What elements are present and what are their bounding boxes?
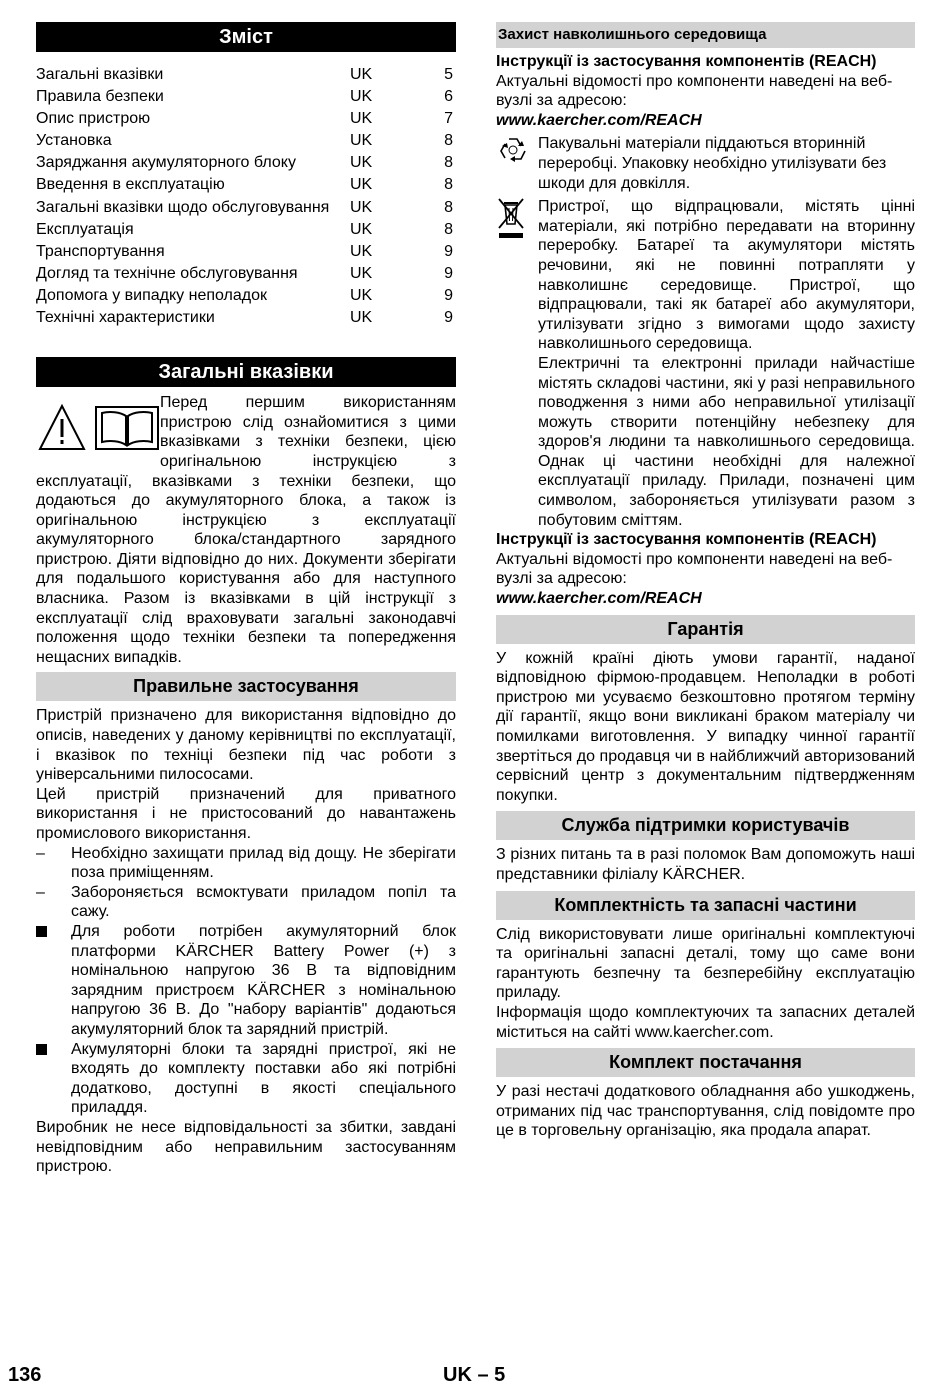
toc-item-lang: UK	[350, 198, 373, 216]
proper-use-heading: Правильне застосування	[36, 672, 456, 701]
accessories-heading: Комплектність та запасні частини	[496, 891, 915, 920]
warning-read-manual-icon	[38, 403, 160, 453]
toc-item-page: 8	[444, 220, 453, 238]
disposal-text-1: Пристрої, що відпрацювали, містять цінні матеріали, які потрібно передавати на вторинну переробку. Батареї та акумулятори містять речовини, які не повинні потрапляти у навколишнє середовище. Пристрої, що відпрацювали, такі як батареї або акумулятори, утилізувати згідно з вимогами щодо захисту навколишнього середовища.	[538, 198, 915, 353]
toc-item-page: 9	[444, 286, 453, 304]
toc-item-lang: UK	[350, 264, 373, 282]
warranty-text: У кожній країні діють умови гарантії, наданої відповідною фірмою-продавцем. Неполадки в роботі пристрою ми усуваємо безкоштовно протягом терміну дії гарантії, якщо вони викликані браком матеріалу чи помилками виготовлення. У випадку чинної гарантії звертіться до продавця чи в найближчий авторизований сервісний центр з документальним підтвердженням покупки.	[496, 649, 915, 804]
toc-item-page: 8	[444, 176, 453, 194]
toc-item-lang: UK	[350, 286, 373, 304]
proper-use-p3: Виробник не несе відповідальності за збитки, завдані невідповідним або неправильним застосуванням пристрою.	[36, 1118, 456, 1176]
toc-item-title: Установка	[36, 132, 112, 150]
environment-section	[496, 52, 915, 609]
support-heading: Служба підтримки користувачів	[496, 811, 915, 840]
proper-use-p1: Пристрій призначено для використання відповідно до описів, наведених у даному керівництві по експлуатації, і вказівок по техніці безпеки під час роботи з універсальними пилососами.	[36, 707, 456, 784]
list-item: Акумуляторні блоки та зарядні пристрої, які не входять до комплекту поставки або які потрібні додатково, доступні в якості спеціального приладдя.	[36, 1040, 456, 1118]
toc-item	[36, 285, 456, 307]
toc-heading: Зміст	[36, 22, 456, 52]
toc-item-lang: UK	[350, 154, 373, 172]
reach2-url: www.kaercher.com/REACH	[496, 590, 702, 608]
toc-item	[36, 130, 456, 152]
toc-item-title: Допомога у випадку неполадок	[36, 286, 268, 304]
recycle-note	[496, 134, 915, 193]
toc-item-page: 8	[444, 198, 453, 216]
toc-item	[36, 197, 456, 219]
toc-item-lang: UK	[350, 88, 373, 106]
toc-item-title: Заряджання акумуляторного блоку	[36, 154, 296, 172]
toc-item	[36, 263, 456, 285]
right-column	[496, 22, 915, 1141]
recycle-text: Пакувальні матеріали піддаються вторинній переробці. Упаковку необхідно утилізувати без шкоди для довкілля.	[538, 135, 887, 192]
square-bullet-icon	[36, 926, 47, 937]
delivery-heading: Комплект постачання	[496, 1048, 915, 1077]
toc-item-page: 7	[444, 110, 453, 128]
list-item: – Забороняється всмоктувати приладом попіл та сажу.	[36, 883, 456, 921]
toc-item-page: 9	[444, 264, 453, 282]
toc-item-lang: UK	[350, 110, 373, 128]
toc-item-title: Транспортування	[36, 242, 165, 260]
toc-item-title: Догляд та технічне обслуговування	[36, 264, 298, 282]
reach-title: Інструкції із застосування компонентів (REACH)	[496, 53, 877, 70]
toc-item-lang: UK	[350, 66, 373, 83]
general-intro	[36, 393, 456, 667]
toc-item-title: Загальні вказівки щодо обслуговування	[36, 198, 330, 216]
toc-item-page: 9	[444, 242, 453, 260]
toc-item-title: Введення в експлуатацію	[36, 176, 225, 194]
accessories-p2: Інформація щодо комплектуючих та запасних деталей міститься на сайті www.kaercher.com.	[496, 1003, 915, 1041]
toc-item-page: 9	[444, 309, 453, 327]
left-column	[36, 22, 456, 1177]
table-of-contents	[36, 64, 456, 329]
proper-use-p2: Цей пристрій призначений для приватного використання і не пристосований до навантажень промислового використання.	[36, 785, 456, 842]
toc-item-lang: UK	[350, 176, 373, 194]
list-item: Для роботи потрібен акумуляторний блок платформи KÄRCHER Battery Power (+) з номінальною напругою 36 В та відповідним зарядним пристроєм KÄRCHER з номінальною напругою 36 В. До "набору варіантів" додаються акумуляторний блок та зарядний пристрій.	[36, 922, 456, 1040]
dash-marker: –	[36, 883, 45, 901]
recycle-icon	[496, 134, 530, 168]
toc-item	[36, 219, 456, 241]
reach2-text: Актуальні відомості про компоненти наведені на веб-вузлі за адресою:	[496, 550, 893, 588]
disposal-text-2: Електричні та електронні прилади найчастіше містять складові частини, які у разі неправильного поводження з ними або неправильної утилізації можуть створити потенційну небезпеку для здоров'я людини та навколишнього середовища. Однак ці частини необхідні для належної експлуатації приладу. Прилади, позначені цим символом, забороняється утилізувати разом з побутовим сміттям.	[538, 354, 915, 529]
toc-item-title: Опис пристрою	[36, 110, 151, 128]
toc-item-title: Експлуатація	[36, 220, 134, 238]
toc-item-page: 8	[444, 154, 453, 172]
toc-item	[36, 86, 456, 108]
crossed-bin-icon	[496, 197, 526, 239]
accessories-p1: Слід використовувати лише оригінальні комплектуючі та оригінальні запасні деталі, тому що саме вони гарантують безпечну та безперебійну експлуатацію приладу.	[496, 925, 915, 1002]
proper-use-dash-list	[36, 844, 456, 922]
dash-marker: –	[36, 844, 45, 862]
environment-heading: Захист навколишнього середовища	[496, 22, 915, 48]
reach-url: www.kaercher.com/REACH	[496, 111, 702, 129]
list-item: – Необхідно захищати прилад від дощу. Не зберігати поза приміщенням.	[36, 844, 456, 882]
toc-item-lang: UK	[350, 132, 373, 150]
general-intro-text: Перед першим використанням пристрою слід ознайомитися з цими вказівками з техніки безпеки, цією оригінальною інструкцією з експлуатації, вказівками з техніки безпеки, що додаються до акумуляторного блока, а також із оригінальною інструкцією з експлуатації акумуляторного блока/стандартного зарядного пристрою. Діяти відповідно до них. Документи зберігати для подальшого користування або для наступного власника. Разом із вказівками в цій інструкції з експлуатації слід враховувати загальні законодавчі положення щодо техніки безпеки та попередження нещасних випадків.	[36, 394, 456, 666]
toc-item	[36, 108, 456, 130]
proper-use-section	[36, 706, 456, 1176]
toc-item	[36, 241, 456, 263]
toc-item-title: Технічні характеристики	[36, 309, 215, 327]
square-bullet-icon	[36, 1044, 47, 1055]
toc-item-title: Загальні вказівки	[36, 66, 164, 83]
reach-text: Актуальні відомості про компоненти наведені на веб-вузлі за адресою:	[496, 72, 893, 110]
delivery-text: У разі нестачі додаткового обладнання або ушкоджень, отриманих під час транспортування, слід повідомте про це в торговельну організацію, яка продала апарат.	[496, 1083, 915, 1140]
toc-item	[36, 174, 456, 196]
proper-use-bullet-list	[36, 922, 456, 1118]
page-number: 136	[8, 1364, 42, 1386]
toc-item-lang: UK	[350, 309, 373, 327]
toc-item-lang: UK	[350, 220, 373, 238]
section-label: UK – 5	[443, 1364, 506, 1386]
toc-item-page: 6	[444, 88, 453, 106]
support-text: З різних питань та в разі поломок Вам допоможуть наші представники філіалу KÄRCHER.	[496, 846, 915, 883]
general-heading: Загальні вказівки	[36, 357, 456, 387]
toc-item	[36, 64, 456, 86]
toc-item	[36, 152, 456, 174]
reach2-title: Інструкції із застосування компонентів (REACH)	[496, 531, 877, 549]
toc-item-page: 5	[444, 66, 453, 83]
toc-item-title: Правила безпеки	[36, 88, 164, 106]
toc-item-lang: UK	[350, 242, 373, 260]
warranty-heading: Гарантія	[496, 615, 915, 644]
toc-item-page: 8	[444, 132, 453, 150]
toc-item	[36, 307, 456, 329]
disposal-note	[496, 197, 915, 530]
